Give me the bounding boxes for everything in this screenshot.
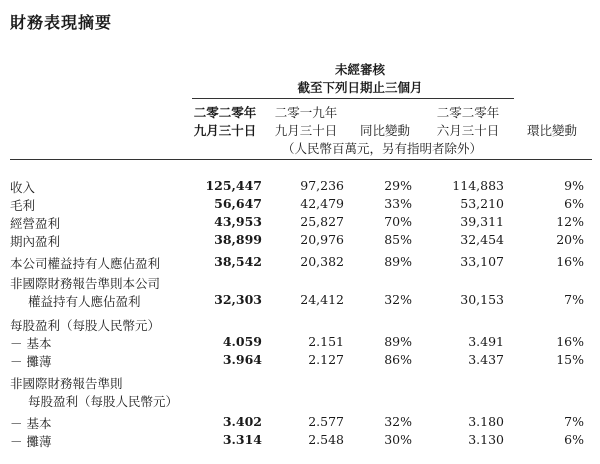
header-period: 截至下列日期止三個月 [297,80,423,95]
cell-yoy: 85% [384,232,412,247]
row-label: 本公司權益持有人應佔盈利 [10,256,161,271]
cell-2020q2: 53,210 [460,196,504,211]
cell-2020q3: 3.964 [222,352,262,367]
row-label: 非國際財務報告準則 [10,376,123,391]
cell-2020q2: 39,311 [460,214,504,229]
header-col-2020q2-line1: 二零二零年 [436,105,500,120]
page-title: 財務表現摘要 [10,13,113,32]
row-label: 毛利 [10,198,36,213]
header-col-qoq: 環比變動 [526,123,577,138]
cell-2020q3: 3.314 [222,432,262,447]
row-label: 每股盈利（每股人民幣元） [28,394,179,409]
cell-2020q3: 125,447 [205,178,262,193]
header-period-rule [192,98,514,99]
row-label: 權益持有人應佔盈利 [28,294,141,309]
cell-qoq: 7% [564,414,584,429]
cell-2020q2: 30,153 [460,292,504,307]
cell-2020q3: 43,953 [214,214,262,229]
cell-qoq: 16% [556,254,584,269]
cell-qoq: 9% [564,178,584,193]
cell-2019q3: 20,382 [300,254,344,269]
cell-yoy: 32% [384,292,412,307]
cell-qoq: 20% [556,232,584,247]
cell-2020q2: 33,107 [460,254,504,269]
cell-qoq: 6% [564,196,584,211]
cell-2020q2: 114,883 [452,178,504,193]
cell-2020q2: 3.180 [468,414,504,429]
cell-2020q2: 3.437 [468,352,504,367]
cell-2019q3: 97,236 [300,178,344,193]
cell-2019q3: 42,479 [300,196,344,211]
cell-2019q3: 2.127 [308,352,344,367]
cell-2019q3: 25,827 [300,214,344,229]
cell-2019q3: 24,412 [300,292,344,307]
cell-yoy: 32% [384,414,412,429]
cell-yoy: 29% [384,178,412,193]
cell-qoq: 16% [556,334,584,349]
row-label: － 基本 [10,416,52,431]
cell-2020q2: 32,454 [460,232,504,247]
cell-yoy: 70% [384,214,412,229]
cell-2020q3: 3.402 [222,414,262,429]
cell-2020q3: 32,303 [214,292,262,307]
header-bottom-rule [10,159,592,160]
cell-qoq: 12% [556,214,584,229]
header-col-2019q3-line1: 二零一九年 [274,105,338,120]
header-unaudited: 未經審核 [334,62,385,77]
cell-yoy: 89% [384,254,412,269]
cell-yoy: 30% [384,432,412,447]
header-col-2020q3-line1: 二零二零年 [193,105,257,120]
header-col-2019q3-line2: 九月三十日 [274,123,338,138]
cell-2020q3: 56,647 [214,196,262,211]
row-label: 期內盈利 [10,234,61,249]
cell-2020q3: 38,542 [214,254,262,269]
row-label: － 攤薄 [10,354,52,369]
header-units: （人民幣百萬元，另有指明者除外） [281,141,482,156]
row-label: 非國際財務報告準則本公司 [10,276,161,291]
cell-yoy: 89% [384,334,412,349]
cell-qoq: 6% [564,432,584,447]
cell-2020q2: 3.130 [468,432,504,447]
row-label: 經營盈利 [10,216,61,231]
header-col-2020q3-line2: 九月三十日 [193,123,257,138]
cell-2020q3: 4.059 [222,334,262,349]
cell-qoq: 7% [564,292,584,307]
cell-qoq: 15% [556,352,584,367]
cell-2020q3: 38,899 [214,232,262,247]
header-col-2020q2-line2: 六月三十日 [436,123,500,138]
header-col-yoy: 同比變動 [359,123,410,138]
row-label: － 基本 [10,336,52,351]
cell-2020q2: 3.491 [468,334,504,349]
row-label: － 攤薄 [10,434,52,449]
cell-yoy: 86% [384,352,412,367]
cell-2019q3: 2.577 [308,414,344,429]
cell-2019q3: 2.548 [308,432,344,447]
row-label: 每股盈利（每股人民幣元） [10,318,161,333]
row-label: 收入 [10,180,36,195]
cell-2019q3: 2.151 [308,334,344,349]
cell-yoy: 33% [384,196,412,211]
cell-2019q3: 20,976 [300,232,344,247]
